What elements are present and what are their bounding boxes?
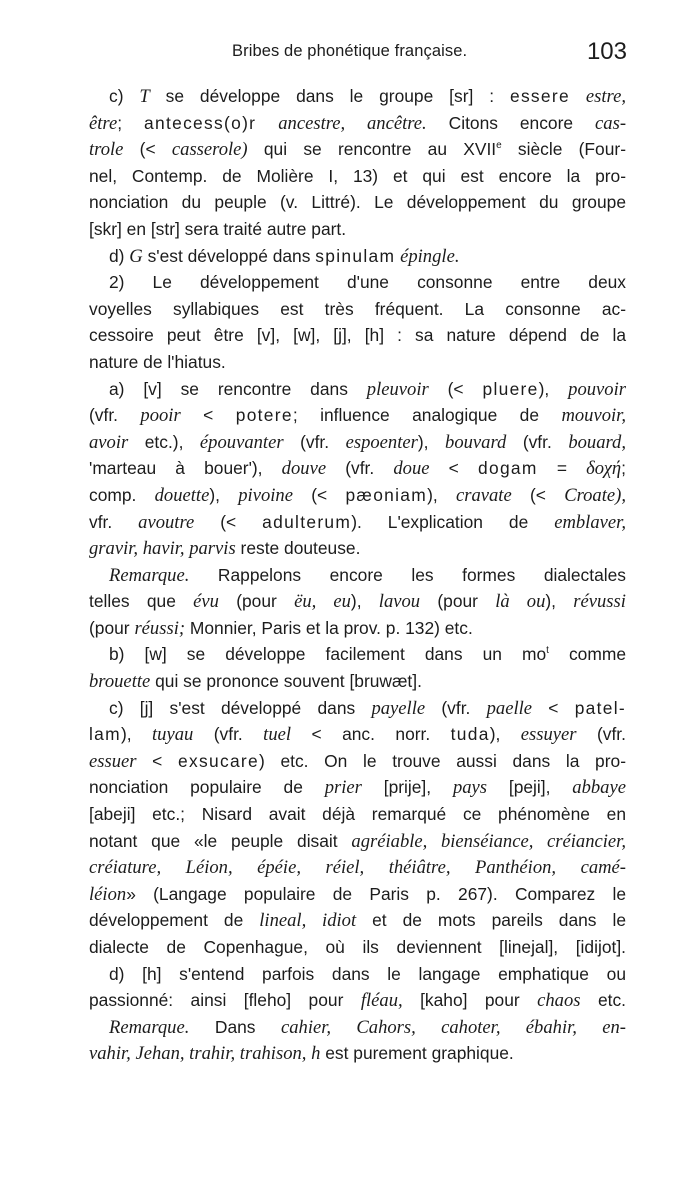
text-segment: Rappelons encore les formes dialectales	[189, 564, 626, 585]
italic-text: cravate	[455, 484, 512, 506]
spaced-latin-text: pluere	[482, 378, 539, 399]
italic-text: épingle.	[400, 245, 460, 267]
italic-text: δοχή	[586, 458, 622, 480]
spaced-latin-text: essere	[509, 86, 570, 106]
text-line	[89, 509, 626, 536]
text-segment: vfr.	[89, 511, 139, 532]
text-line	[89, 402, 626, 429]
italic-text: fléau,	[360, 990, 403, 1012]
text-segment: ),	[350, 591, 379, 612]
spaced-latin-text: antecess(o)r	[144, 112, 257, 133]
spaced-latin-text: lam	[89, 724, 121, 745]
text-segment: <	[532, 697, 575, 718]
text-segment: t	[546, 645, 549, 657]
italic-text: agréiable, bienséiance, créiancier,	[351, 830, 626, 852]
text-segment: c) [j] s'est développé dans	[109, 697, 372, 718]
text-line	[89, 695, 626, 722]
italic-text: évu	[193, 591, 219, 613]
text-segment: =	[537, 458, 587, 479]
text-segment: ;	[117, 112, 145, 133]
text-line	[89, 961, 626, 988]
italic-text: léion	[89, 883, 127, 905]
text-line	[89, 163, 626, 190]
text-segment: Monnier, Paris et la prov. p. 132) etc.	[185, 617, 473, 638]
text-segment: (vfr.	[326, 458, 394, 479]
italic-text: tuel	[263, 724, 292, 746]
text-segment: (vfr.	[193, 724, 264, 745]
italic-text: espoenter	[345, 431, 418, 453]
text-segment: nel, Contemp. de Molière I, 13) et qui est encore la pro-	[89, 165, 626, 186]
text-segment: comme	[548, 644, 627, 665]
text-segment: etc.	[580, 990, 626, 1011]
italic-text: avoir	[89, 431, 129, 453]
italic-text: pleuvoir	[366, 378, 429, 400]
text-line	[89, 110, 626, 137]
text-line	[89, 668, 626, 695]
italic-text: gravir, havir, parvis	[89, 538, 236, 560]
italic-text: Remarque.	[109, 1016, 190, 1038]
italic-text: essuer	[89, 750, 137, 772]
text-line	[89, 376, 626, 403]
text-segment: 2) Le développement d'une consonne entre deux	[109, 272, 626, 293]
text-line	[89, 748, 626, 775]
text-segment: qui se rencontre au XVII	[247, 139, 497, 160]
text-segment: [prije],	[361, 777, 453, 798]
text-segment: dialecte de Copenhague, où ils deviennent [linejal], [idijot].	[89, 937, 626, 957]
text-segment: [skr] en [str] sera traité autre part.	[89, 218, 347, 239]
italic-text: pouvoir	[568, 378, 626, 400]
text-line	[89, 801, 626, 828]
italic-text: vahir, Jehan, trahir, trahison, h	[89, 1043, 321, 1065]
text-segment: ) etc. On le trouve aussi dans la pro-	[258, 750, 626, 771]
text-segment: nonciation populaire de	[89, 777, 325, 798]
italic-text: douve	[281, 458, 327, 480]
text-segment: Citons encore	[426, 112, 596, 133]
italic-text: trole	[89, 139, 124, 161]
text-segment: ),	[427, 484, 456, 505]
text-segment: ),	[489, 724, 521, 745]
italic-text: créiature, Léion, épéie, réiel, théiâtre, Panthéion, camé-	[89, 857, 626, 879]
italic-text: là ou	[495, 591, 546, 613]
text-segment: siècle (Four-	[501, 139, 626, 160]
text-segment: c)	[109, 86, 140, 106]
italic-text: réussi;	[134, 617, 186, 639]
italic-text: tuyau	[152, 724, 194, 746]
text-segment: (vfr.	[506, 431, 569, 452]
text-segment: notant que «le peuple disait	[89, 830, 352, 851]
text-line	[89, 774, 626, 801]
text-line	[89, 243, 626, 270]
text-segment: (pour	[218, 591, 295, 612]
text-line	[89, 429, 626, 456]
spaced-latin-text: exsucare	[178, 750, 259, 771]
page-number: 103	[586, 38, 627, 65]
text-segment: développement de	[89, 910, 260, 931]
text-segment: (<	[511, 484, 565, 505]
text-line	[89, 482, 626, 509]
text-segment: (vfr.	[283, 431, 346, 452]
italic-text: lineal, idiot	[259, 910, 357, 932]
italic-text: casserole)	[171, 139, 248, 161]
text-line	[89, 641, 626, 668]
text-segment: [kaho] pour	[402, 990, 538, 1011]
text-segment: qui se prononce souvent [bruwæt].	[150, 671, 422, 692]
text-line	[89, 1040, 626, 1067]
text-segment: (<	[194, 511, 263, 532]
italic-text: cas-	[595, 112, 627, 134]
text-segment: ),	[209, 484, 239, 505]
italic-text: ëu, eu	[294, 591, 351, 613]
italic-text: bouvard	[445, 431, 507, 453]
text-segment: voyelles syllabiques est très fréquent. La consonne ac-	[89, 298, 626, 319]
text-segment: [peji],	[487, 777, 573, 798]
text-line	[89, 83, 626, 110]
text-segment: reste douteuse.	[235, 538, 361, 559]
text-segment	[256, 113, 278, 133]
text-line	[89, 854, 626, 881]
spaced-latin-text: adulterum	[262, 511, 352, 532]
italic-text: paelle	[486, 697, 533, 719]
text-line	[89, 934, 626, 961]
text-line	[89, 907, 626, 934]
italic-text: épouvanter	[199, 431, 284, 453]
italic-text: être	[89, 112, 118, 134]
italic-text: pays	[452, 777, 488, 799]
text-segment: passionné: ainsi [fleho] pour	[89, 990, 361, 1011]
text-segment: (<	[428, 378, 483, 399]
text-segment: b) [w] se développe facilement dans un mo	[109, 644, 547, 665]
italic-text: Croate),	[564, 484, 626, 506]
text-segment: (vfr.	[576, 724, 626, 745]
text-line	[89, 322, 626, 349]
text-segment: et de mots pareils dans le	[356, 910, 627, 931]
text-line	[89, 269, 626, 296]
text-segment: <	[180, 405, 236, 426]
text-line	[89, 349, 626, 376]
text-segment: (vfr.	[89, 405, 141, 426]
text-segment: <	[429, 458, 478, 479]
italic-text: douette	[154, 484, 210, 506]
text-segment: (pour	[89, 617, 135, 638]
text-segment: ; influence analogique de	[292, 405, 562, 426]
text-segment: a) [v] se rencontre dans	[109, 378, 367, 399]
italic-text: doue	[393, 458, 430, 480]
text-line	[89, 721, 626, 748]
text-line	[89, 455, 626, 482]
text-segment	[570, 86, 586, 106]
italic-text: mouvoir,	[561, 405, 626, 427]
text-segment: se développe dans le groupe [sr] :	[149, 86, 510, 106]
text-segment: ),	[417, 431, 446, 452]
italic-text: brouette	[89, 671, 151, 693]
text-line	[89, 588, 626, 615]
text-line	[89, 615, 626, 642]
text-segment: Dans	[189, 1016, 281, 1037]
text-segment: ;	[621, 458, 626, 479]
text-segment: [abeji] etc.; Nisard avait déjà remarqué ce phénomène en	[89, 804, 626, 825]
text-segment: comp.	[89, 484, 155, 505]
text-segment: (<	[292, 484, 346, 505]
text-segment: e	[496, 140, 502, 152]
spaced-latin-text: tuda	[450, 724, 490, 745]
page-header	[0, 40, 696, 70]
text-segment: etc.),	[128, 431, 200, 452]
italic-text: estre,	[585, 86, 626, 107]
text-segment: cessoire peut être [v], [w], [j], [h] : sa nature dépend de la	[89, 325, 626, 346]
italic-text: emblaver,	[554, 511, 626, 533]
text-segment: (pour	[420, 591, 496, 612]
italic-text: chaos	[537, 990, 581, 1012]
text-line	[89, 828, 626, 855]
text-segment: ),	[120, 724, 152, 745]
text-segment: est purement graphique.	[320, 1043, 514, 1064]
text-segment: ),	[538, 378, 569, 399]
text-segment: ). L'explication de	[351, 511, 555, 532]
text-segment: d)	[109, 245, 130, 266]
text-segment: telles que	[89, 591, 194, 612]
text-segment: <	[136, 750, 179, 771]
text-segment: < anc. norr.	[291, 724, 451, 745]
italic-text: T	[139, 86, 150, 107]
text-segment: (vfr.	[425, 697, 487, 718]
text-segment: (<	[123, 139, 172, 160]
italic-text: pivoine	[238, 484, 293, 506]
spaced-latin-text: spinulam	[315, 245, 396, 266]
italic-text: avoutre	[138, 511, 195, 533]
text-line	[89, 562, 626, 589]
text-segment: nature de l'hiatus.	[89, 351, 226, 372]
italic-text: essuyer	[520, 724, 577, 746]
italic-text: G	[129, 245, 143, 267]
italic-text: bouard,	[568, 431, 626, 453]
spaced-latin-text: dogam	[478, 458, 538, 479]
text-line	[89, 1014, 626, 1041]
text-line	[89, 881, 626, 908]
spaced-latin-text: patel-	[574, 697, 627, 718]
italic-text: prier	[324, 777, 362, 799]
text-segment: 'marteau à bouer'),	[89, 458, 282, 479]
spaced-latin-text: potere	[235, 405, 293, 426]
text-line	[89, 987, 626, 1014]
text-segment: nonciation du peuple (v. Littré). Le développement du groupe	[89, 192, 626, 213]
italic-text: Remarque.	[109, 564, 190, 586]
text-line	[89, 535, 626, 562]
text-segment: s'est développé dans	[142, 245, 316, 266]
italic-text: payelle	[371, 697, 426, 719]
text-line	[89, 296, 626, 323]
italic-text: lavou	[378, 591, 421, 613]
text-segment: d) [h] s'entend parfois dans le langage emphatique ou	[109, 963, 626, 984]
body-text	[89, 83, 626, 1067]
text-segment: ),	[545, 591, 574, 612]
italic-text: ancestre, ancêtre.	[278, 112, 427, 134]
text-line	[89, 136, 626, 163]
running-title: Bribes de phonétique française.	[232, 42, 468, 60]
italic-text: abbaye	[572, 777, 626, 799]
text-line	[89, 216, 626, 243]
text-line	[89, 189, 626, 216]
text-segment: » (Langage populaire de Paris p. 267). Comparez le	[126, 883, 626, 904]
spaced-latin-text: pæoniam	[345, 484, 428, 505]
italic-text: cahier, Cahors, cahoter, ébahir, en-	[280, 1016, 626, 1038]
italic-text: révussi	[573, 591, 626, 613]
italic-text: pooir	[140, 405, 181, 427]
